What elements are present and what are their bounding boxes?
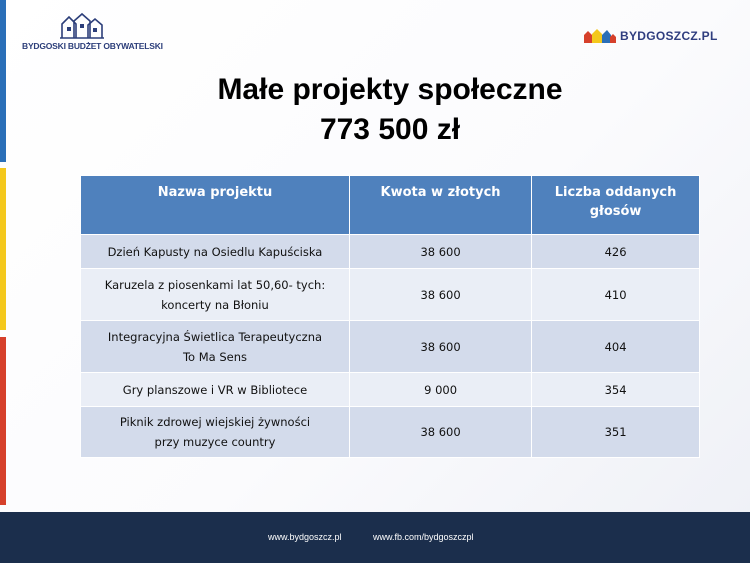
bbo-logo	[22, 12, 163, 51]
city-colors-icon	[583, 28, 617, 44]
table-row	[81, 407, 700, 458]
project-name-line: Piknik zdrowej wiejskiej żywności	[119, 415, 311, 429]
header-project-name: Nazwa projektu	[81, 176, 350, 235]
bydgoszcz-logo-text: BYDGOSZCZ.PL	[620, 29, 718, 43]
project-name-line: koncerty na Błoniu	[161, 297, 269, 312]
table-row	[81, 321, 700, 373]
page-title	[80, 70, 700, 150]
cell-amount: 9 000	[349, 373, 531, 407]
cell-votes: 351	[532, 407, 700, 458]
project-name-line: Dzień Kapusty na Osiedlu Kapuściska	[107, 244, 323, 259]
title-line-2: 773 500 zł	[319, 113, 461, 146]
cell-votes: 404	[532, 321, 700, 373]
table-row	[81, 373, 700, 407]
table-row	[81, 235, 700, 269]
cell-project-name	[81, 407, 350, 458]
project-name-line: Gry planszowe i VR w Bibliotece	[122, 382, 308, 397]
project-name-line: przy muzyce country	[154, 435, 276, 449]
left-stripe-blue	[0, 0, 6, 162]
cell-project-name	[81, 235, 350, 269]
bbo-logo-text: BYDGOSKI BUDŻET OBYWATELSKI	[22, 41, 163, 51]
houses-icon	[59, 12, 105, 40]
cell-votes: 410	[532, 269, 700, 321]
cell-amount: 38 600	[349, 407, 531, 458]
header-votes-label: Liczba oddanych głosów	[554, 185, 677, 219]
cell-project-name	[81, 321, 350, 373]
bydgoszcz-logo[interactable]	[583, 28, 718, 44]
table-row	[81, 269, 700, 321]
footer-link-website[interactable]: www.bydgoszcz.pl	[268, 532, 342, 542]
cell-votes: 354	[532, 373, 700, 407]
cell-amount: 38 600	[349, 321, 531, 373]
table-header-row	[81, 176, 700, 235]
header-votes	[532, 176, 700, 235]
projects-table	[80, 175, 700, 458]
title-line-1: Małe projekty społeczne	[217, 73, 563, 106]
footer-link-facebook[interactable]: www.fb.com/bydgoszczpl	[373, 532, 474, 542]
left-stripe-red	[0, 337, 6, 505]
cell-amount: 38 600	[349, 269, 531, 321]
cell-project-name	[81, 269, 350, 321]
footer-bar	[0, 512, 750, 563]
cell-project-name	[81, 373, 350, 407]
project-name-line: To Ma Sens	[182, 349, 247, 364]
cell-amount: 38 600	[349, 235, 531, 269]
project-name-line: Integracyjna Świetlica Terapeutyczna	[107, 329, 323, 344]
cell-votes: 426	[532, 235, 700, 269]
header-amount: Kwota w złotych	[349, 176, 531, 235]
left-stripe-yellow	[0, 168, 6, 330]
project-name-line: Karuzela z piosenkami lat 50,60- tych:	[104, 277, 326, 292]
